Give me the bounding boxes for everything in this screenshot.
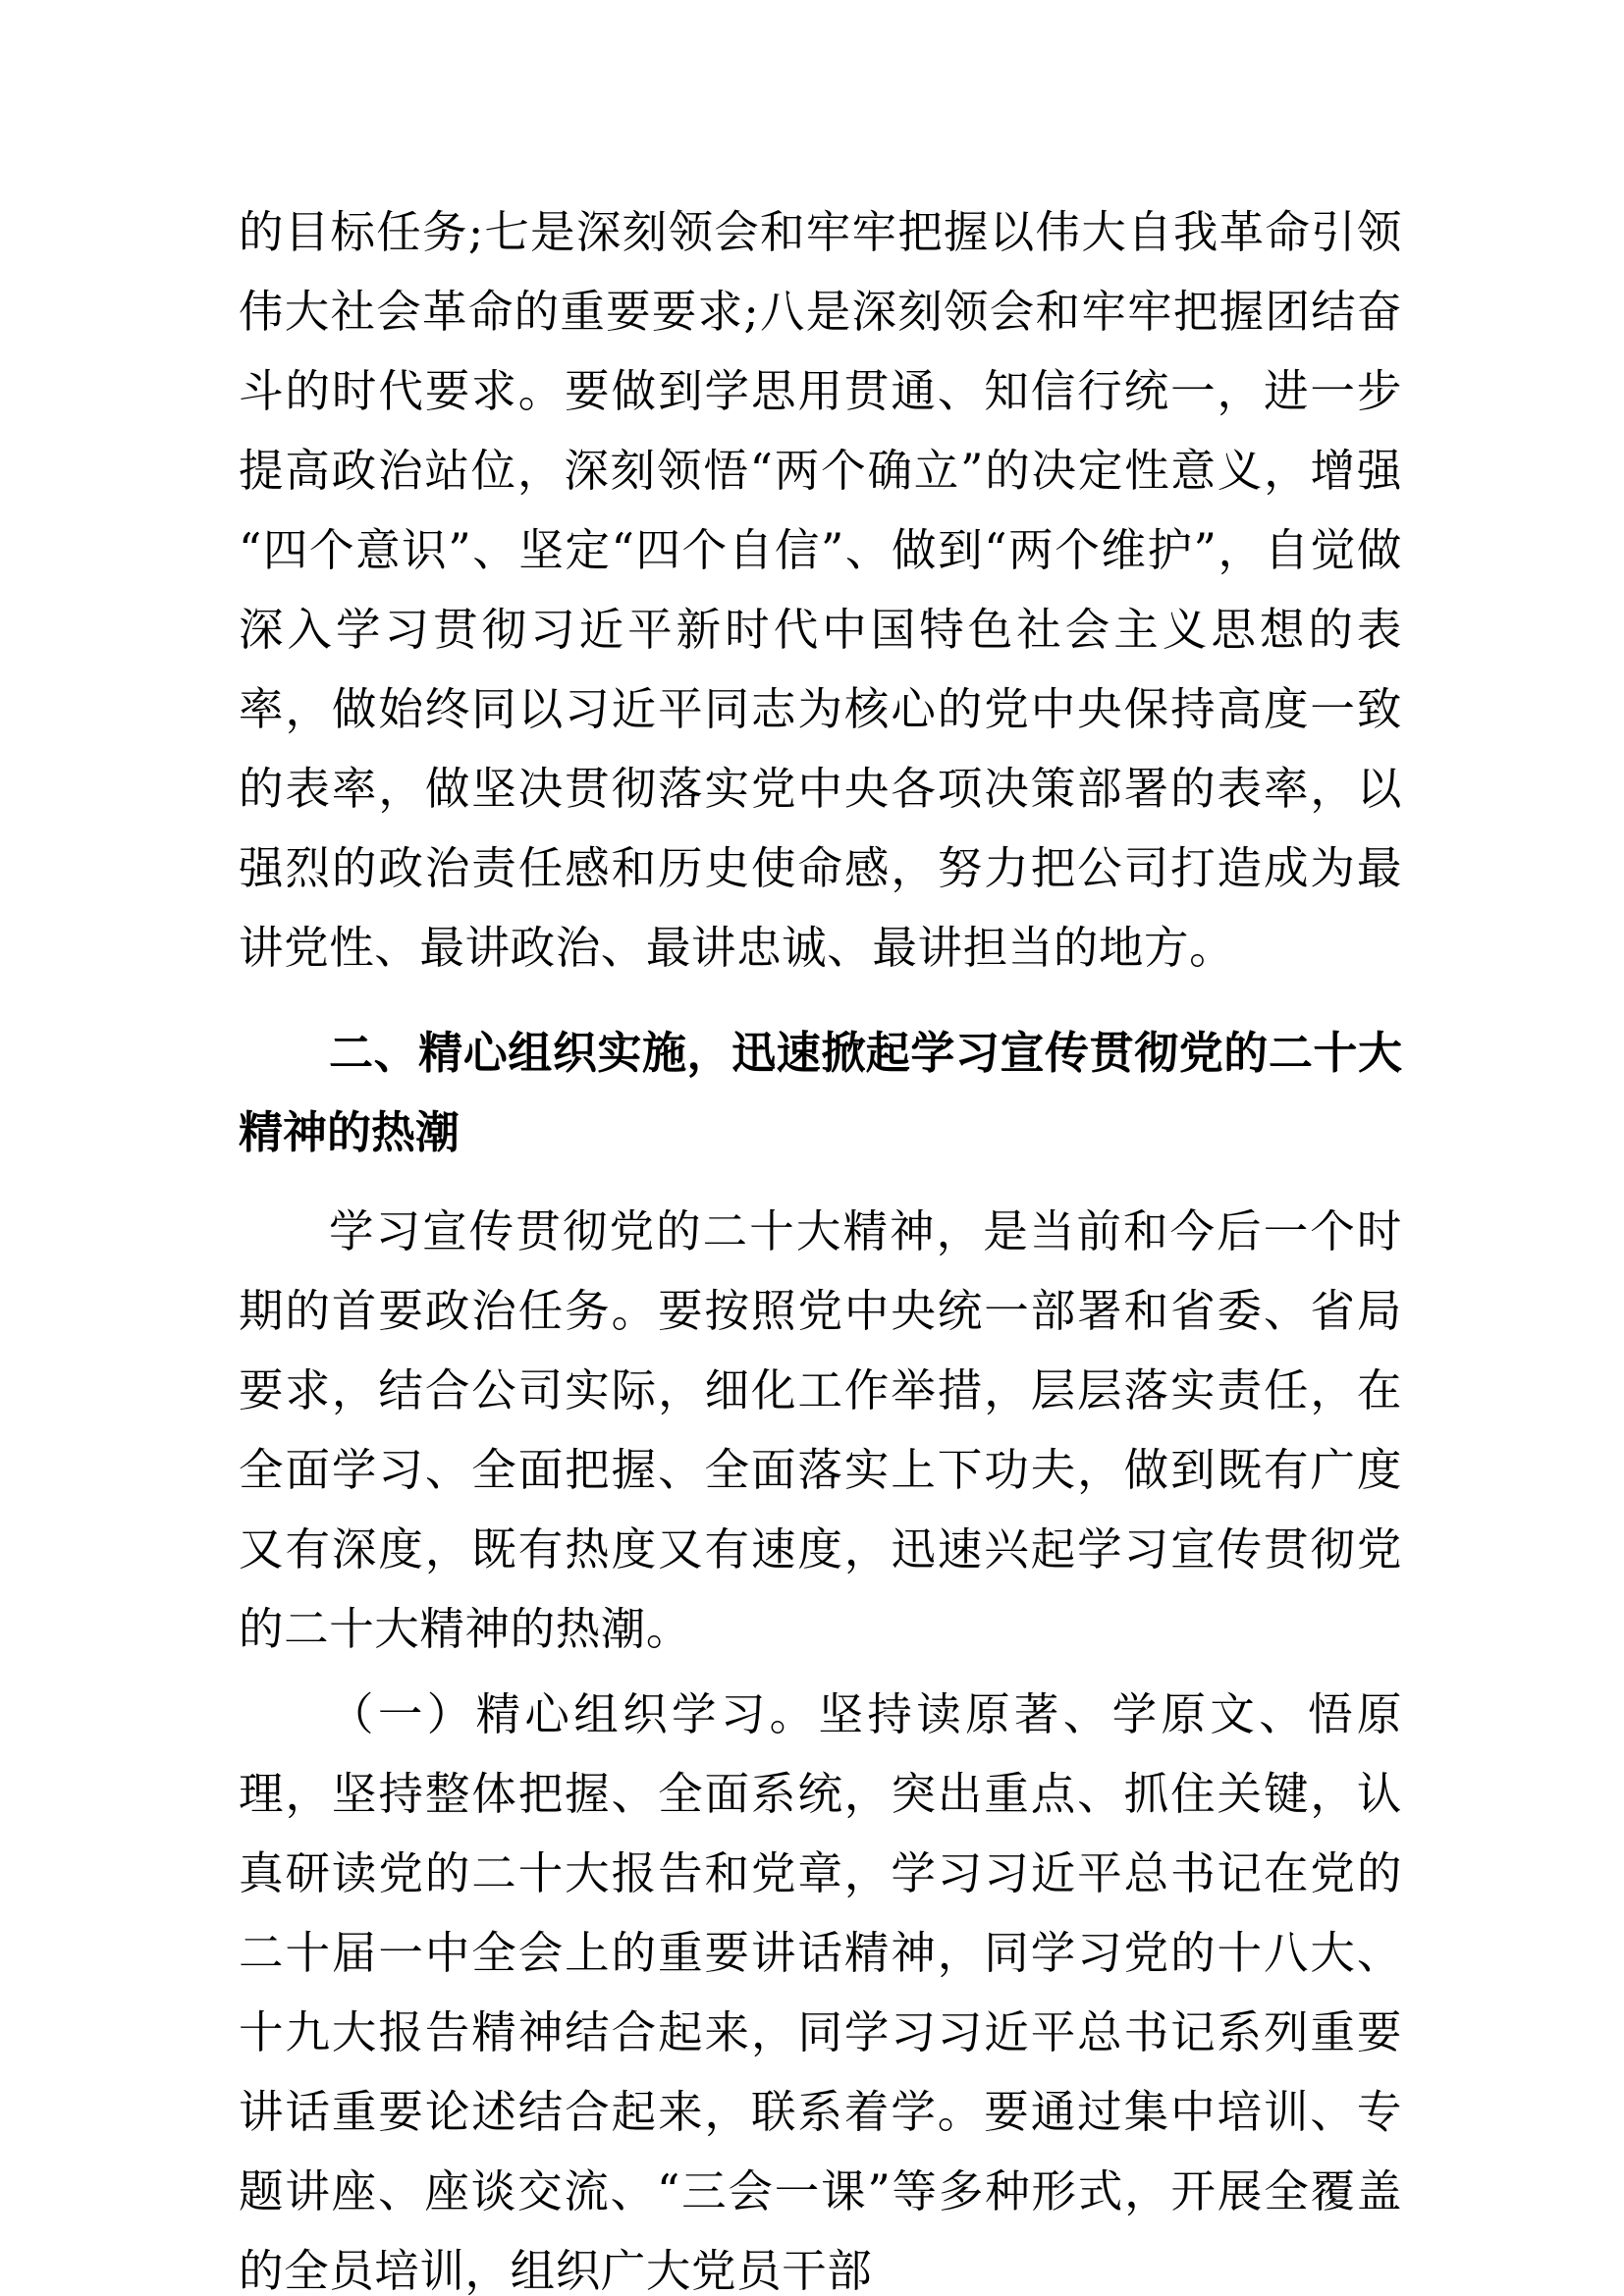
spacer-after-heading xyxy=(239,1172,1402,1192)
spacer-before-heading xyxy=(239,988,1402,1013)
paragraph-subsection-one: （一）精心组织学习。坚持读原著、学原文、悟原理，坚持整体把握、全面系统，突出重点、抓住关键，认真研读党的二十大报告和党章，学习习近平总书记在党的二十届一中全会上的重要讲话精神，同学习党的十八大、十九大报告精神结合起来，同学习习近平总书记系列重要讲话重要论述结合起来，联系着学。要通过集中培训、专题讲座、座谈交流、“三会一课”等多种形式，开展全覆盖的全员培训，组织广大党员干部 xyxy=(239,1688,1402,2296)
section-heading-two: 二、精心组织实施，迅速掀起学习宣传贯彻党的二十大精神的热潮 xyxy=(239,1027,1402,1158)
paragraph-continued: 的目标任务;七是深刻领会和牢牢把握以伟大自我革命引领伟大社会革命的重要要求;八是深刻领会和牢牢把握团结奋斗的时代要求。要做到学思用贯通、知信行统一，进一步提高政治站位，深刻领悟“两个确立”的决定性意义，增强“四个意识”、坚定“四个自信”、做到“两个维护”，自觉做深入学习贯彻习近平新时代中国特色社会主义思想的表率，做始终同以习近平同志为核心的党中央保持高度一致的表率，做坚决贯彻落实党中央各项决策部署的表率，以强烈的政治责任感和历史使命感，努力把公司打造成为最讲党性、最讲政治、最讲忠诚、最讲担当的地方。 xyxy=(239,206,1402,974)
page-text-column xyxy=(239,192,1402,2296)
paragraph-section-two-intro: 学习宣传贯彻党的二十大精神，是当前和今后一个时期的首要政治任务。要按照党中央统一部署和省委、省局要求，结合公司实际，细化工作举措，层层落实责任，在全面学习、全面把握、全面落实上下功夫，做到既有广度又有深度，既有热度又有速度，迅速兴起学习宣传贯彻党的二十大精神的热潮。 xyxy=(239,1205,1402,1655)
